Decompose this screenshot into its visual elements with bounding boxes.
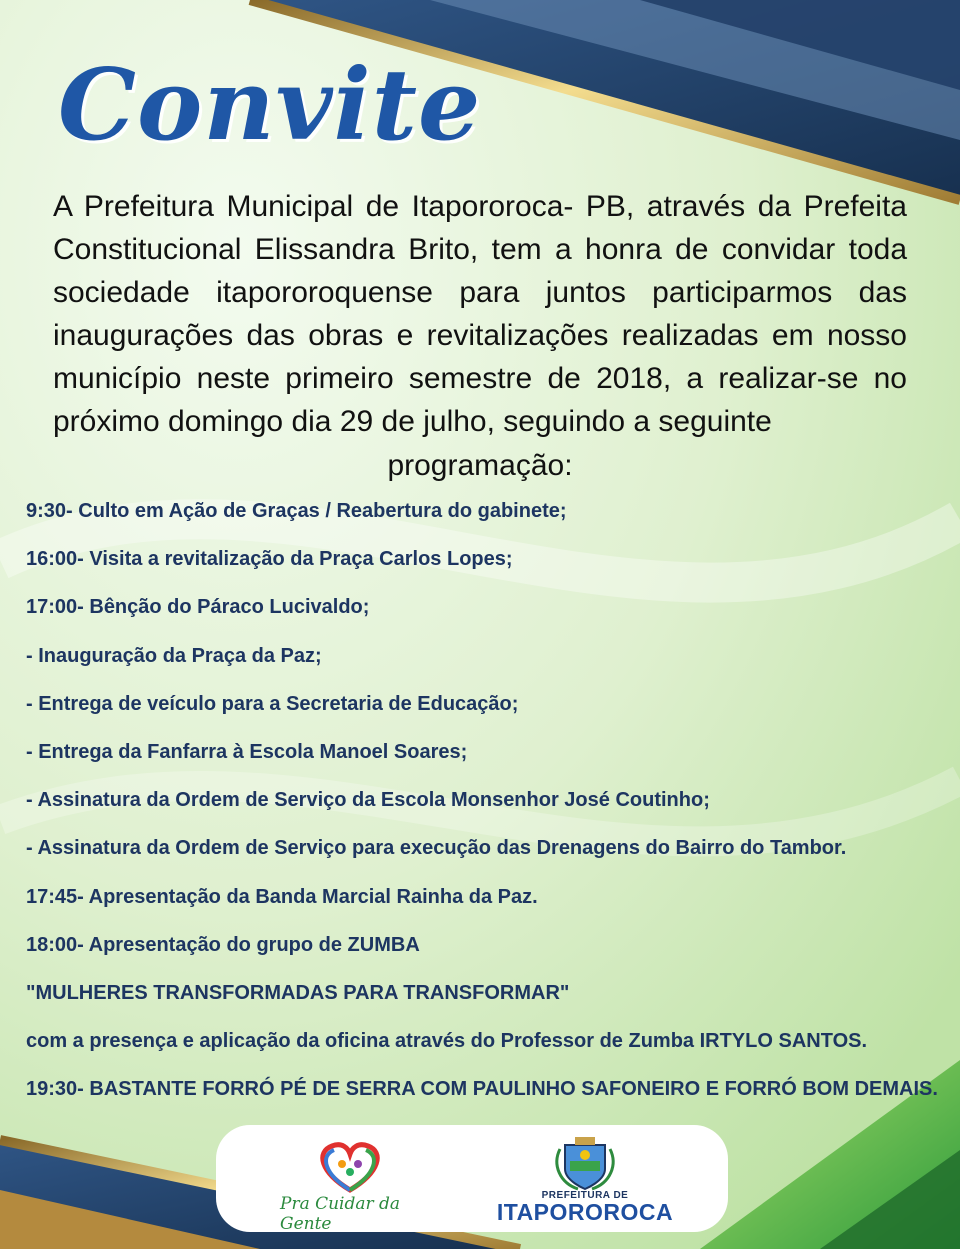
schedule-item: com a presença e aplicação da oficina através do Professor de Zumba IRTYLO SANTOS. bbox=[26, 1030, 868, 1053]
slogan-text: Pra Cuidar da Gente bbox=[280, 1194, 401, 1234]
schedule-item: 16:00- Visita a revitalização da Praça Carlos Lopes; bbox=[26, 548, 513, 571]
intro-paragraph: A Prefeitura Municipal de Itapororoca- PB, através da Prefeita Constitucional Elissandra Brito, tem a honra de convidar toda sociedade itapororoquense para juntos participarmos das inaugurações das obras e revitalizações realizadas em nosso município neste primeiro semestre de 2018, a realizar-se no próximo domingo dia 29 de julho, seguindo a seguinte bbox=[53, 190, 907, 438]
schedule-item: - Inauguração da Praça da Paz; bbox=[26, 644, 322, 667]
schedule-item: - Assinatura da Ordem de Serviço para execução das Drenagens do Bairro do Tambor. bbox=[26, 837, 847, 860]
pra-cuidar-logo bbox=[280, 1138, 420, 1234]
schedule-item: 18:00- Apresentação do grupo de ZUMBA bbox=[26, 933, 420, 956]
itapororoca-logo bbox=[490, 1135, 680, 1227]
intro-last-line: programação: bbox=[387, 449, 573, 482]
schedule-item: 9:30- Culto em Ação de Graças / Reabertura do gabinete; bbox=[26, 500, 567, 522]
schedule-list bbox=[26, 494, 938, 1120]
city-name: ITAPOROROCA bbox=[496, 1199, 674, 1225]
heart-icon bbox=[280, 1138, 420, 1194]
schedule-item: 19:30- BASTANTE FORRÓ PÉ DE SERRA COM PAULINHO SAFONEIRO E FORRÓ BOM DEMAIS. bbox=[26, 1078, 938, 1101]
schedule-item: - Assinatura da Ordem de Serviço da Escola Monsenhor José Coutinho; bbox=[26, 789, 710, 812]
invitation-title: Convite bbox=[58, 48, 482, 163]
schedule-item: 17:45- Apresentação da Banda Marcial Rainha da Paz. bbox=[26, 885, 538, 908]
schedule-item: - Entrega de veículo para a Secretaria de Educação; bbox=[26, 692, 519, 715]
prefeitura-label: PREFEITURA DE bbox=[541, 1190, 629, 1201]
schedule-item: "MULHERES TRANSFORMADAS PARA TRANSFORMAR" bbox=[26, 981, 570, 1004]
schedule-item: - Entrega da Fanfarra à Escola Manoel Soares; bbox=[26, 740, 468, 763]
schedule-item: 17:00- Bênção do Páraco Lucivaldo; bbox=[26, 596, 370, 619]
coat-of-arms-icon bbox=[490, 1135, 680, 1191]
